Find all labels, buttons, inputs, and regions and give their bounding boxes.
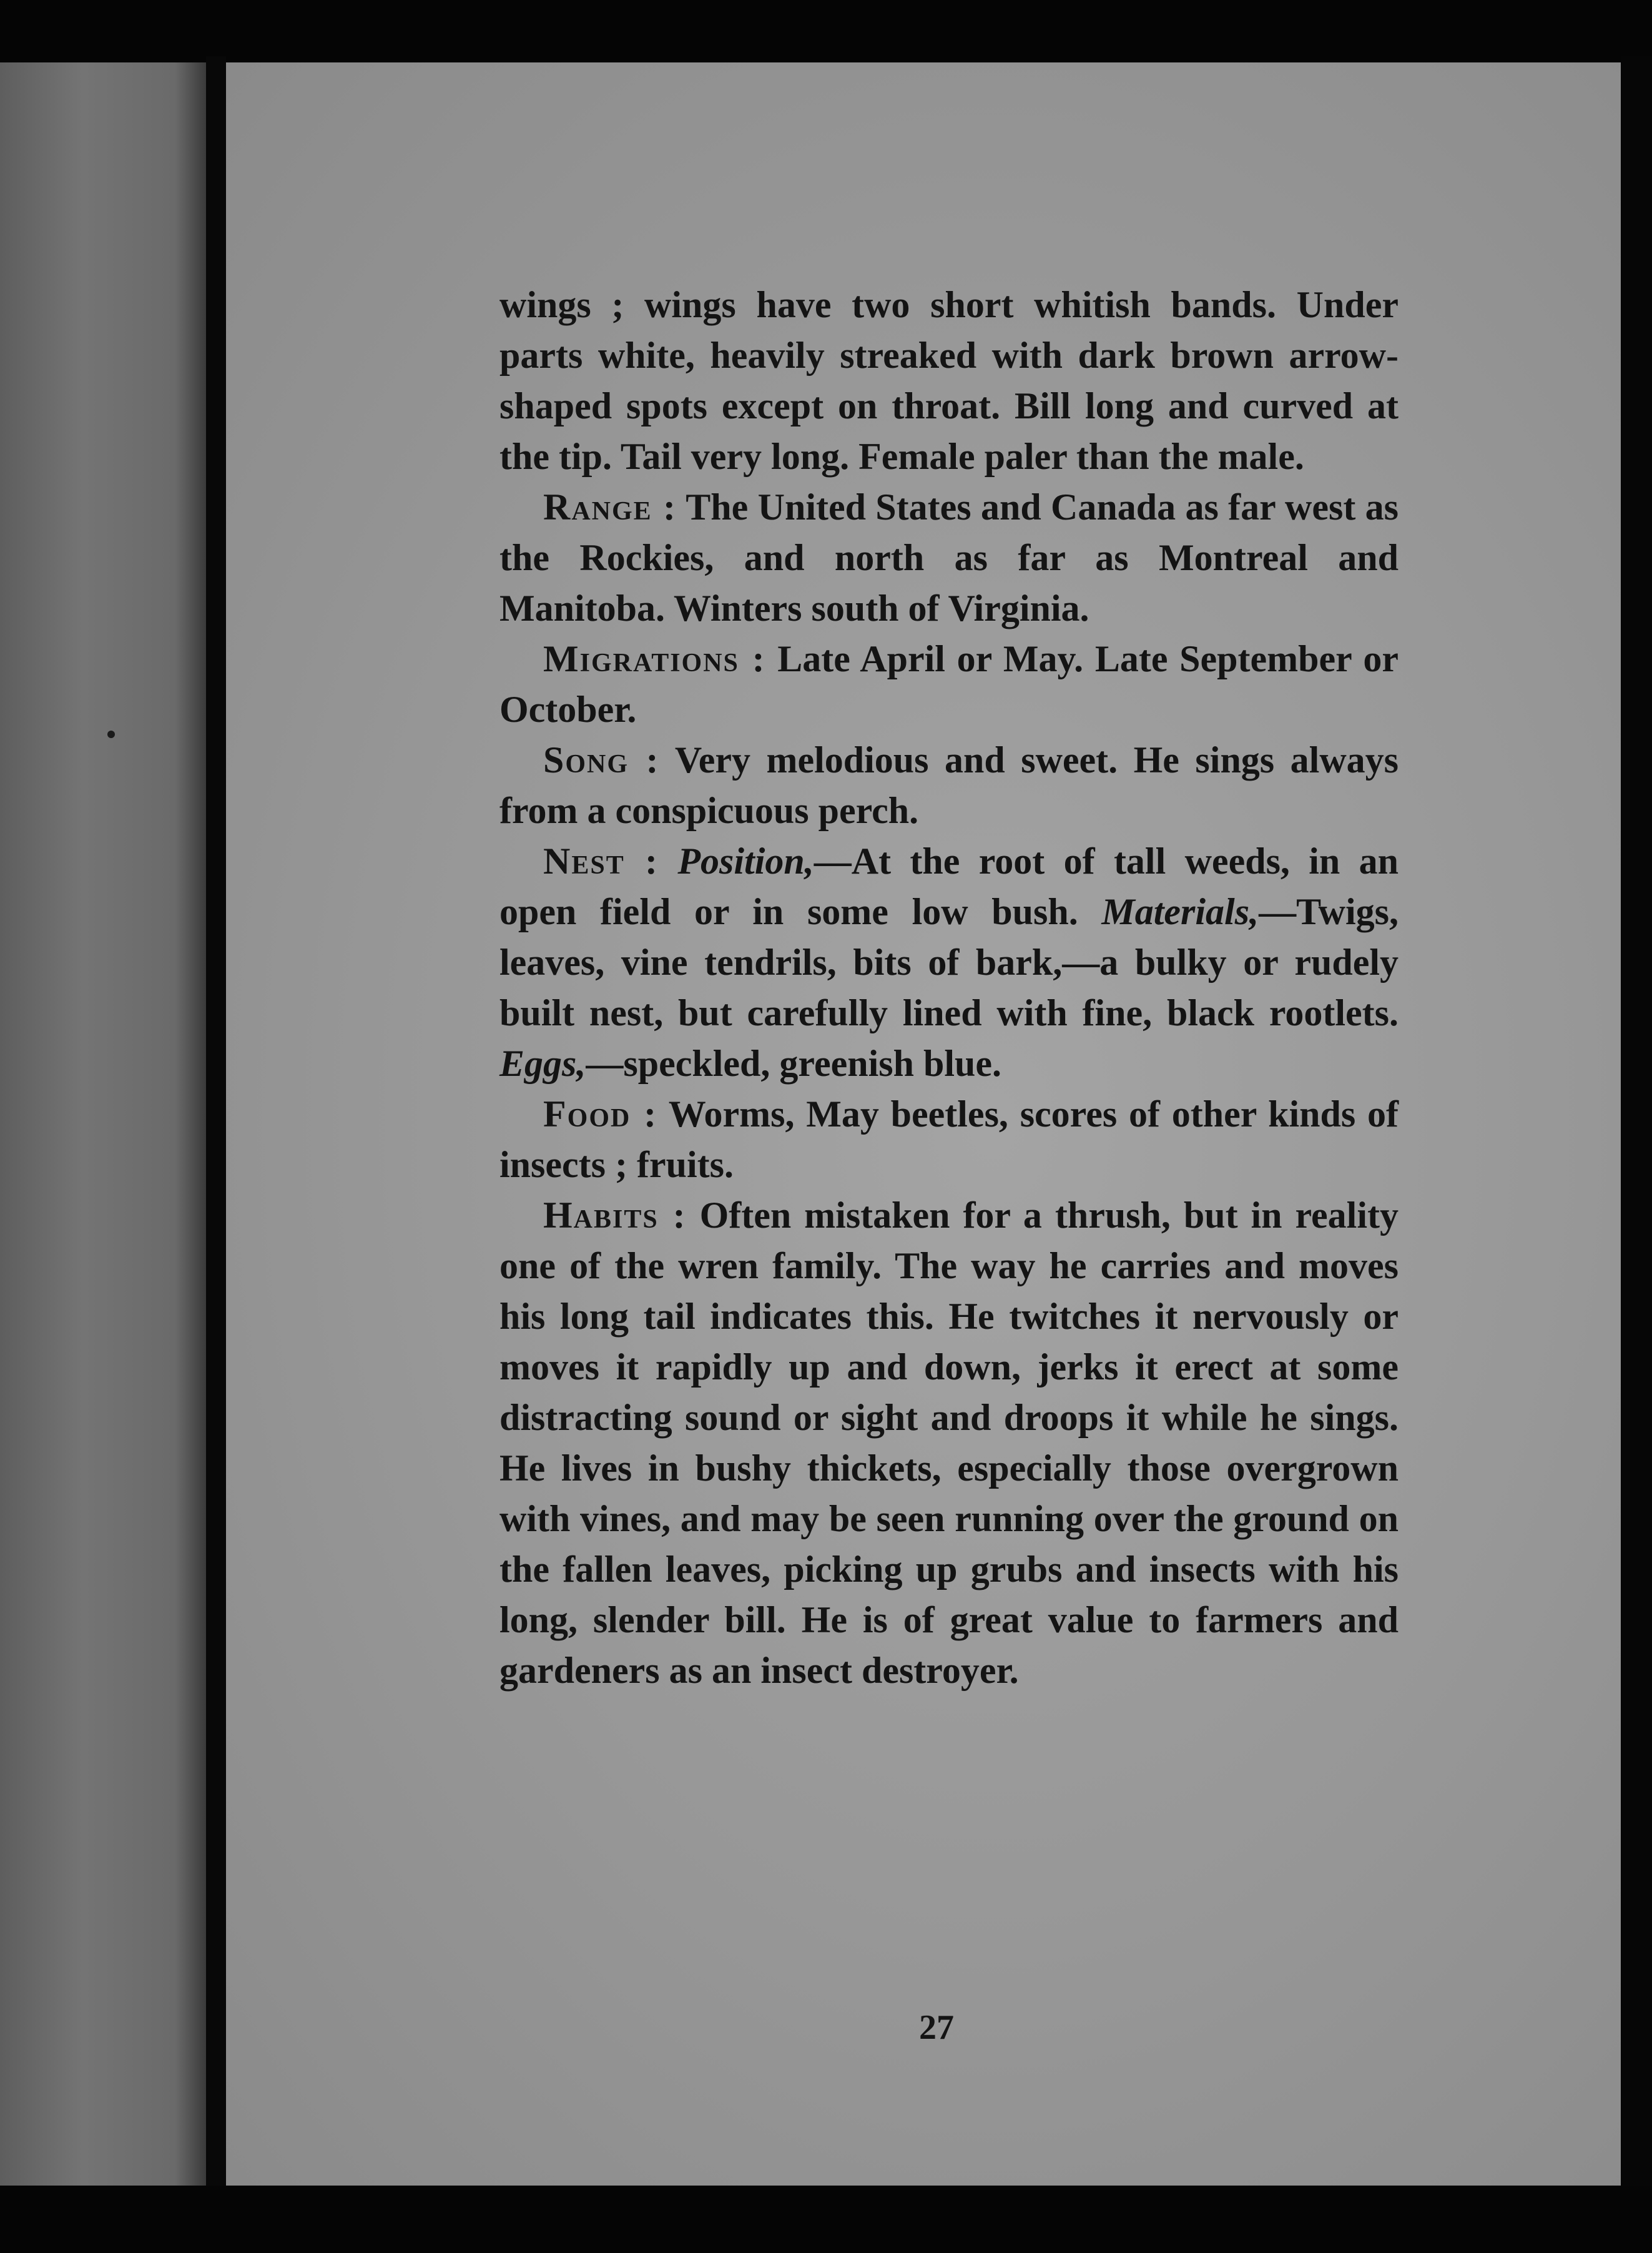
- page-body-text: [499, 280, 1399, 1696]
- scan-top-border: [0, 0, 1652, 62]
- nest-label: Nest :: [543, 841, 659, 882]
- habits-paragraph: [499, 1190, 1399, 1696]
- habits-text: Often mistaken for a thrush, but in reality one of the wren family. The way he carries and moves his long tail indicates this. He twitches it nervously or moves it rapidly up and down, jerks it erect at some distracting sound or sight and droops it while he sings. He lives in bushy thickets, especially those overgrown with vines, and may be seen running over the ground on the fallen leaves, picking up grubs and insects with his long, slender bill. He is of great value to farmers and gardeners as an insect destroyer.: [499, 1195, 1399, 1691]
- book-gutter: [206, 56, 226, 2192]
- left-page-margin: [0, 62, 206, 2192]
- range-paragraph: [499, 482, 1399, 634]
- scan-bottom-border: [0, 2186, 1652, 2253]
- song-paragraph: [499, 735, 1399, 836]
- description-text: wings ; wings have two short whitish bands. Under parts white, heavily streaked with dark brown arrow-shaped spots except on throat. Bill long and curved at the tip. Tail very long. Female paler than the male.: [499, 284, 1399, 477]
- description-paragraph: [499, 280, 1399, 482]
- food-label: Food :: [543, 1093, 658, 1135]
- song-label: Song :: [543, 739, 660, 781]
- scan-right-border: [1621, 56, 1652, 2253]
- song-text: Very melodious and sweet. He sings always from a conspicuous perch.: [499, 739, 1399, 831]
- habits-label: Habits :: [543, 1195, 687, 1236]
- food-text: Worms, May beetles, scores of other kinds of insects ; fruits.: [499, 1093, 1399, 1185]
- migrations-text: Late April or May. Late September or October.: [499, 638, 1399, 730]
- nest-materials-label: Materials,: [1101, 891, 1259, 932]
- nest-materials-text: —Twigs, leaves, vine tendrils, bits of bark,—a bulky or rudely built nest, but carefully lined with fine, black rootlets.: [499, 891, 1399, 1033]
- migrations-label: Migrations :: [543, 638, 766, 679]
- nest-paragraph: [499, 836, 1399, 1089]
- nest-position-text: —At the root of tall weeds, in an open field or in some low bush.: [499, 841, 1399, 932]
- nest-eggs-text: —speckled, greenish blue.: [586, 1043, 1001, 1084]
- left-page-speck: [107, 731, 115, 738]
- nest-eggs-label: Eggs,: [499, 1043, 586, 1084]
- range-text: The United States and Canada as far west as the Rockies, and north as far as Montreal and Manitoba. Winters south of Virginia.: [499, 486, 1399, 629]
- range-label: Range :: [543, 486, 677, 528]
- food-paragraph: [499, 1089, 1399, 1190]
- page-number: 27: [919, 2008, 954, 2047]
- nest-position-label: Position,: [677, 841, 814, 882]
- migrations-paragraph: [499, 634, 1399, 735]
